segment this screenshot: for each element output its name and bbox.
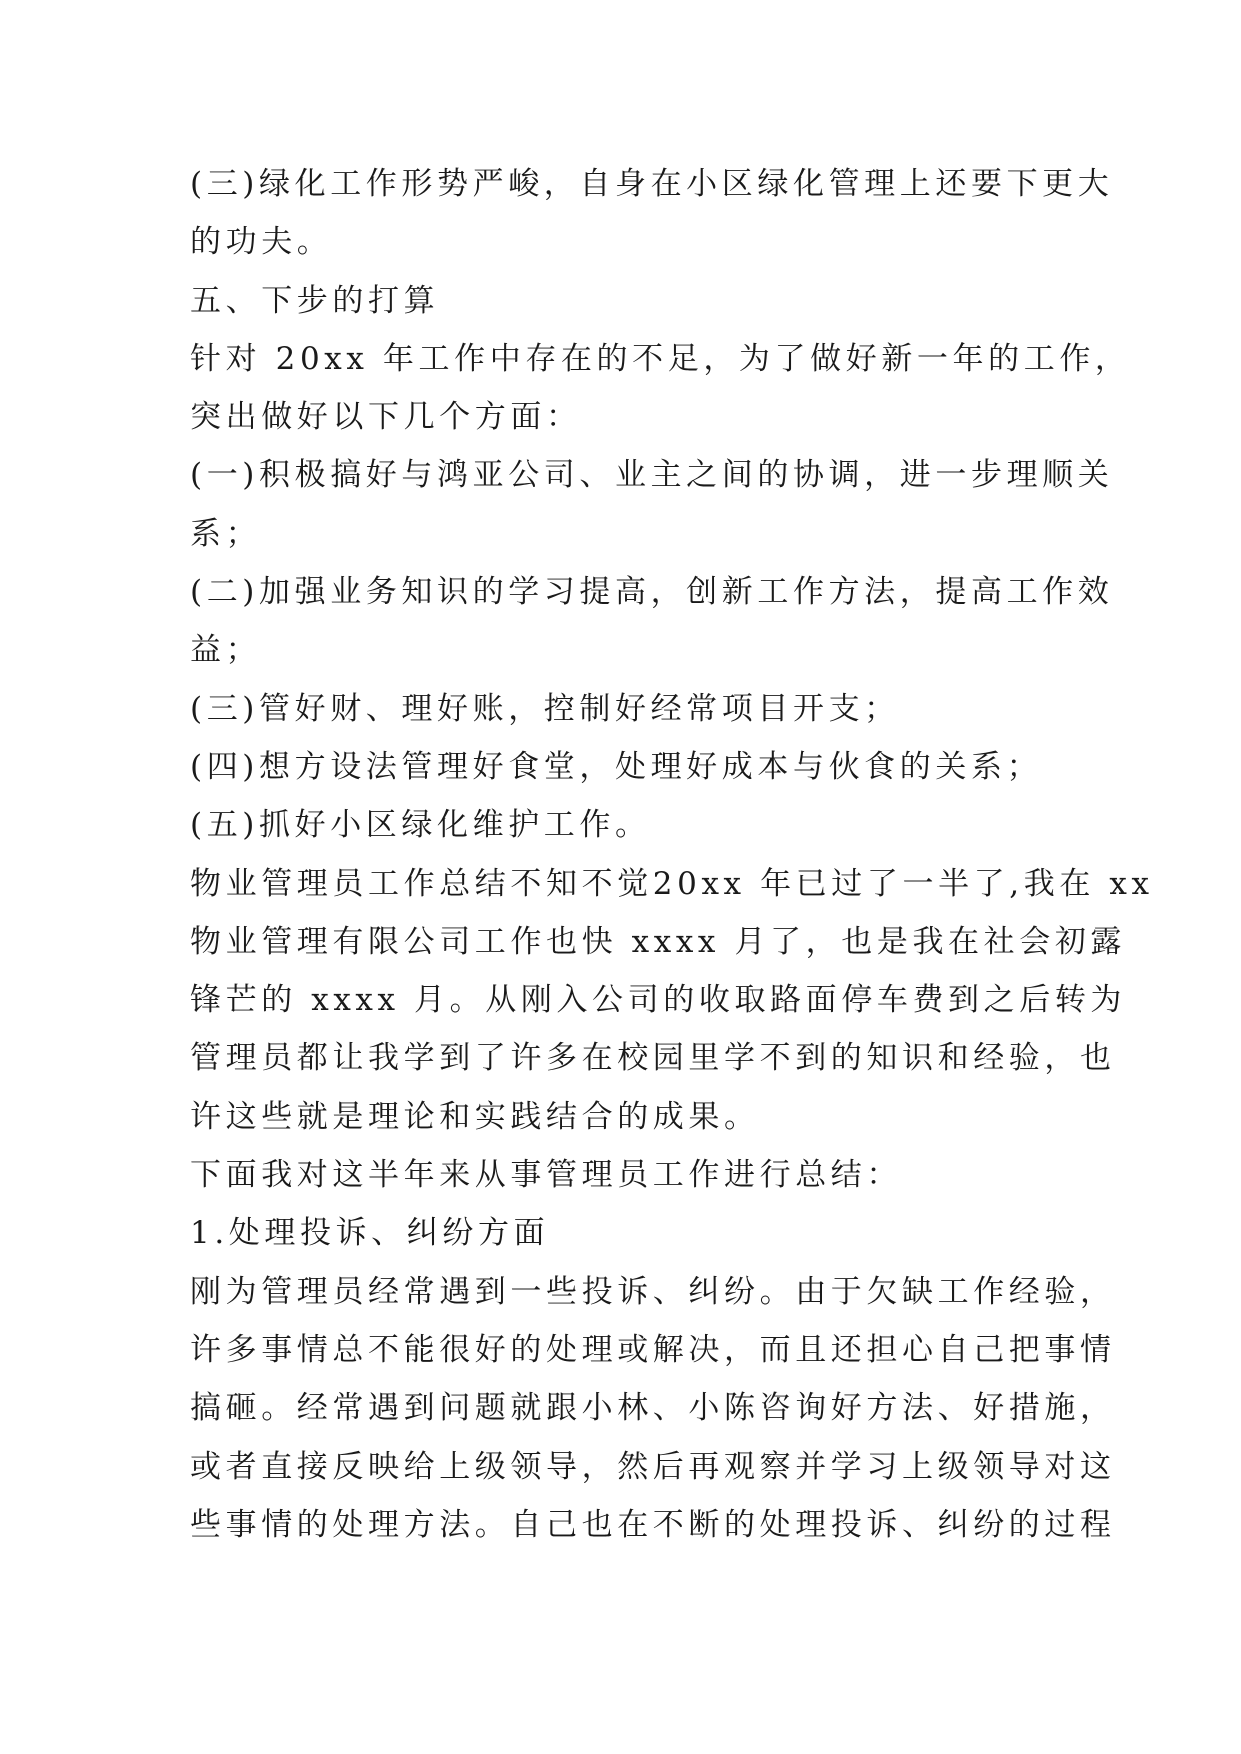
- text-line: 突出做好以下几个方面：: [190, 399, 582, 436]
- text-line: (四)想方设法管理好食堂，处理好成本与伙食的关系；: [190, 748, 1043, 785]
- section-heading: 1.处理投诉、纠纷方面: [190, 1215, 550, 1252]
- text-line: (五)抓好小区绿化维护工作。: [190, 807, 651, 844]
- text-line: 锋芒的 xxxx 月。从刚入公司的收取路面停车费到之后转为: [190, 982, 1127, 1019]
- text-line: 刚为管理员经常遇到一些投诉、纠纷。由于欠缺工作经验，: [190, 1273, 1116, 1310]
- text-line: (三)管好财、理好账，控制好经常项目开支；: [190, 690, 900, 727]
- text-line: 物业管理员工作总结不知不觉20xx 年已过了一半了,我在 xx: [190, 865, 1154, 902]
- text-line: 系；: [190, 515, 262, 552]
- text-line: 物业管理有限公司工作也快 xxxx 月了，也是我在社会初露: [190, 923, 1127, 960]
- text-line: 的功夫。: [190, 224, 333, 261]
- text-line: 益；: [190, 632, 262, 669]
- text-line: (三)绿化工作形势严峻，自身在小区绿化管理上还要下更大: [190, 166, 1114, 202]
- text-line: (二)加强业务知识的学习提高，创新工作方法，提高工作效: [190, 574, 1114, 611]
- text-line: 些事情的处理方法。自己也在不断的处理投诉、纠纷的过程: [190, 1506, 1116, 1543]
- text-line: 许多事情总不能很好的处理或解决，而且还担心自己把事情: [190, 1331, 1116, 1368]
- text-line: 许这些就是理论和实践结合的成果。: [190, 1098, 760, 1135]
- text-line: 针对 20xx 年工作中存在的不足，为了做好新一年的工作，: [190, 340, 1131, 377]
- document-body: [190, 155, 1154, 1554]
- text-line: 管理员都让我学到了许多在校园里学不到的知识和经验，也: [190, 1040, 1116, 1077]
- text-line: 或者直接反映给上级领导，然后再观察并学习上级领导对这: [190, 1448, 1116, 1485]
- text-line: 搞砸。经常遇到问题就跟小林、小陈咨询好方法、好措施，: [190, 1390, 1116, 1427]
- section-heading: 五、下步的打算: [190, 282, 440, 319]
- text-line: 下面我对这半年来从事管理员工作进行总结：: [190, 1157, 902, 1194]
- text-line: (一)积极搞好与鸿亚公司、业主之间的协调，进一步理顺关: [190, 457, 1114, 494]
